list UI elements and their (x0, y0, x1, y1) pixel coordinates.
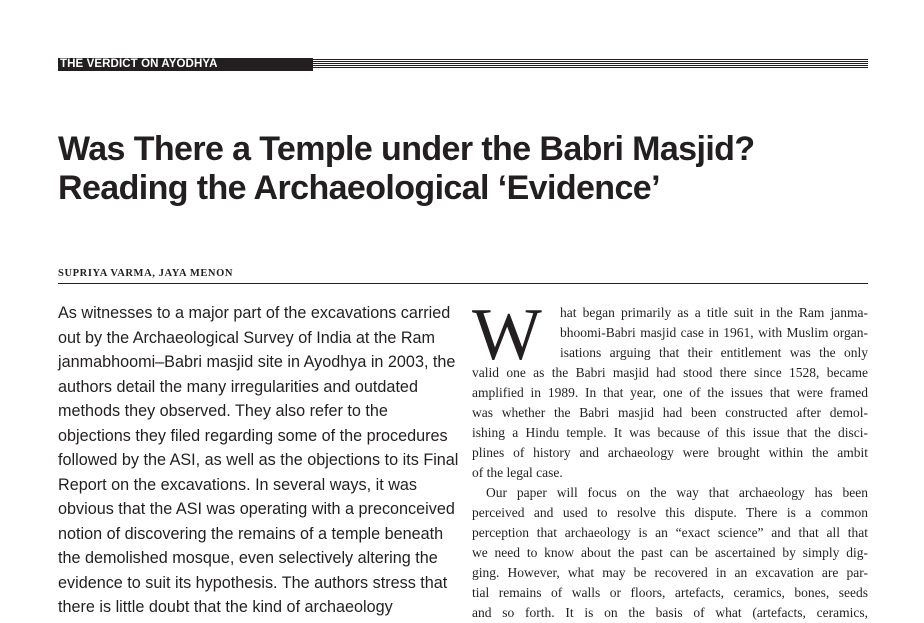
abstract-line: followed by the ASI, as well as the objections to its Final (58, 451, 459, 469)
body-line: ishing a Hindu temple. It was because of this issue that the disci- (472, 425, 868, 440)
abstract-line: notion of discovering the remains of a temple beneath (58, 524, 444, 543)
body-line: valid one as the Babri masjid had stood there since 1528, became (472, 365, 868, 380)
body-line: Our paper will focus on the way that archaeology has been (486, 485, 868, 500)
drop-cap: W (472, 294, 542, 376)
abstract-line: authors detail the many irregularities and outdated (58, 377, 418, 396)
abstract-line: there is little doubt that the kind of archaeology (58, 598, 393, 616)
body-line: perceived and used to resolve this dispute. There is a common (472, 505, 868, 520)
body-text (472, 294, 868, 623)
abstract-line: janmabhoomi–Babri masjid site in Ayodhya in 2003, the (58, 353, 456, 371)
abstract-line: obvious that the ASI was operating with a preconceived (58, 500, 455, 518)
body-line: perception that archaeology is an “exact science” and that all that (472, 525, 868, 540)
abstract (58, 301, 458, 620)
abstract-line: evidence to suit its hypothesis. The authors stress that (58, 573, 448, 592)
body-line: of the legal case. (472, 465, 563, 480)
abstract-line: Report on the excavations. In several ways, it was (58, 475, 417, 494)
author-byline: SUPRIYA VARMA, JAYA MENON (58, 268, 234, 279)
body-line: amplified in 1989. In that year, one of the issues that were framed (472, 385, 868, 400)
body-line: isations arguing that their entitlement was the only (560, 345, 868, 360)
abstract-line: objections they filed regarding some of the procedures (58, 426, 448, 445)
body-line: tial remains of walls or floors, artefacts, ceramics, bones, seeds (472, 585, 868, 600)
abstract-line: the demolished mosque, even selectively altering the (58, 549, 438, 567)
article-title-line-1: Was There a Temple under the Babri Masjid? (58, 130, 755, 168)
body-line: and so forth. It is on the basis of what (artefacts, ceramics, (472, 605, 868, 620)
body-line: ging. However, what may be recovered in an excavation are par- (472, 565, 868, 580)
section-header (58, 58, 868, 71)
section-tag: THE VERDICT ON AYODHYA (58, 58, 313, 71)
section-rule (313, 59, 868, 68)
body-line: was whether the Babri masjid had been constructed after demol- (472, 405, 868, 420)
article-title-line-2: Reading the Archaeological ‘Evidence’ (58, 169, 660, 207)
body-line: we need to know about the past can be ascertained by simply dig- (472, 545, 868, 560)
abstract-line: As witnesses to a major part of the excavations carried (58, 304, 451, 322)
body-line: bhoomi-Babri masjid case in 1961, with Muslim organ- (560, 325, 868, 340)
abstract-line: out by the Archaeological Survey of India at the Ram (58, 328, 436, 347)
byline-divider (58, 283, 868, 284)
body-line: hat began primarily as a title suit in the Ram janma- (560, 305, 868, 320)
article-title (58, 130, 888, 208)
abstract-line: methods they observed. They also refer to the (58, 402, 388, 420)
body-line: plines of history and archaeology were brought within the ambit (472, 445, 868, 460)
